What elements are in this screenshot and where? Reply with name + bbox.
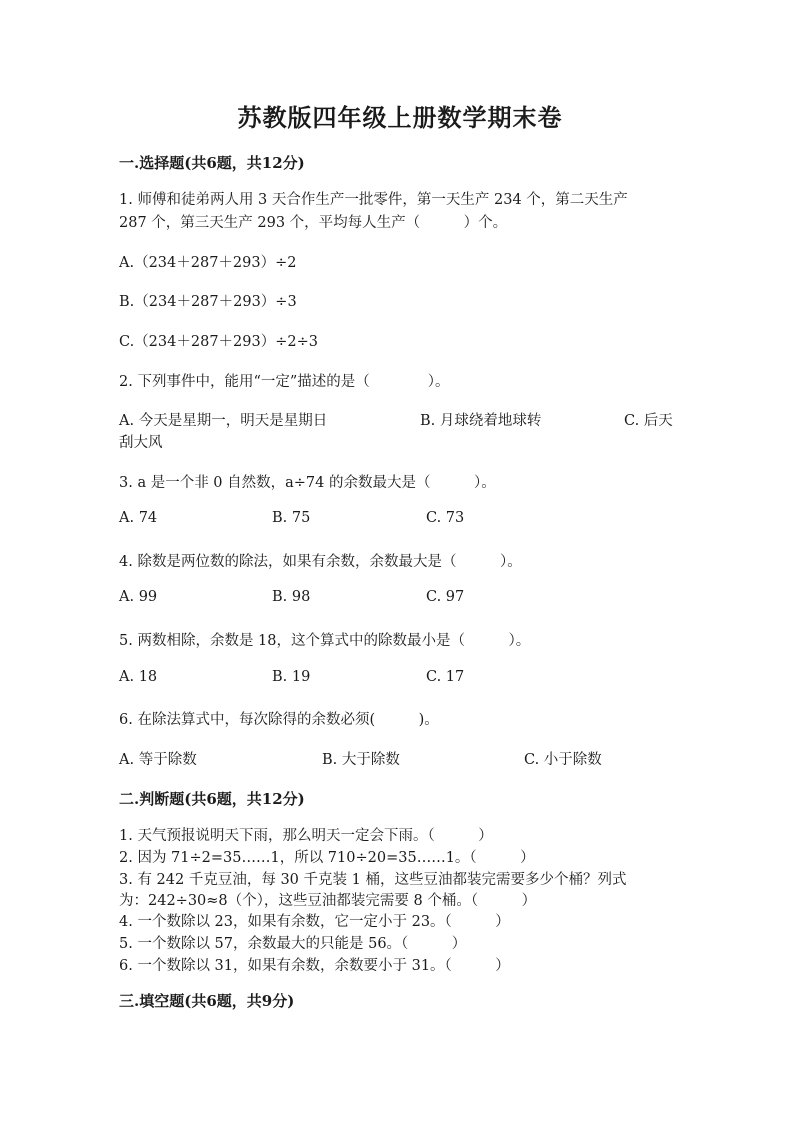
option-b: B.（234＋287＋293）÷3 xyxy=(119,294,297,310)
judge-item: 3. 有 242 千克豆油，每 30 千克装 1 桶，这些豆油都装完需要多少个桶？列式 xyxy=(119,872,627,888)
option-a: A. 99 xyxy=(119,589,158,605)
option-c-continuation: 刮大风 xyxy=(119,435,163,451)
question-stem: 1. 师傅和徒弟两人用 3 天合作生产一批零件，第一天生产 234 个，第二天生产 xyxy=(119,192,628,208)
section-heading-choice: 一.选择题(共6题，共12分) xyxy=(119,154,305,172)
question-stem: 2. 下列事件中，能用“一定”描述的是（ ）。 xyxy=(119,374,450,390)
option-a: A. 18 xyxy=(119,669,158,685)
judge-item: 4. 一个数除以 23，如果有余数，它一定小于 23。（ ） xyxy=(119,914,510,930)
question-stem: 6. 在除法算式中，每次除得的余数必须( )。 xyxy=(119,712,439,728)
option-a: A. 74 xyxy=(119,510,158,526)
option-b: B. 98 xyxy=(272,589,311,605)
option-a: A.（234＋287＋293）÷2 xyxy=(119,255,297,271)
judge-item: 1. 天气预报说明天下雨，那么明天一定会下雨。（ ） xyxy=(119,828,493,844)
section-heading-judge: 二.判断题(共6题，共12分) xyxy=(119,790,305,808)
option-c: C. 73 xyxy=(426,510,465,526)
question-stem: 287 个，第三天生产 293 个，平均每人生产（ ）个。 xyxy=(119,215,508,231)
question-stem: 5. 两数相除，余数是 18，这个算式中的除数最小是（ ）。 xyxy=(119,633,531,649)
option-c: C.（234＋287＋293）÷2÷3 xyxy=(119,334,318,350)
option-b: B. 19 xyxy=(272,669,311,685)
option-c: C. 后天 xyxy=(624,413,673,429)
option-b: B. 75 xyxy=(272,510,311,526)
option-c: C. 97 xyxy=(426,589,465,605)
option-b: B. 月球绕着地球转 xyxy=(420,413,542,429)
option-a: A. 今天是星期一，明天是星期日 xyxy=(119,413,328,429)
section-heading-fill: 三.填空题(共6题，共9分) xyxy=(119,992,295,1010)
option-c: C. 小于除数 xyxy=(524,752,602,768)
option-b: B. 大于除数 xyxy=(322,752,400,768)
judge-item: 5. 一个数除以 57，余数最大的只能是 56。（ ） xyxy=(119,936,467,952)
option-c: C. 17 xyxy=(426,669,465,685)
judge-item: 6. 一个数除以 31，如果有余数，余数要小于 31。（ ） xyxy=(119,958,510,974)
question-stem: 4. 除数是两位数的除法，如果有余数，余数最大是（ ）。 xyxy=(119,554,522,570)
option-a: A. 等于除数 xyxy=(119,752,197,768)
question-stem: 3. a 是一个非 0 自然数，a÷74 的余数最大是（ ）。 xyxy=(119,475,496,491)
judge-item: 2. 因为 71÷2=35……1，所以 710÷20=35……1。（ ） xyxy=(119,850,535,866)
page-title: 苏教版四年级上册数学期末卷 xyxy=(237,103,563,132)
judge-item: 为：242÷30≈8（个），这些豆油都装完需要 8 个桶。（ ） xyxy=(119,893,537,909)
